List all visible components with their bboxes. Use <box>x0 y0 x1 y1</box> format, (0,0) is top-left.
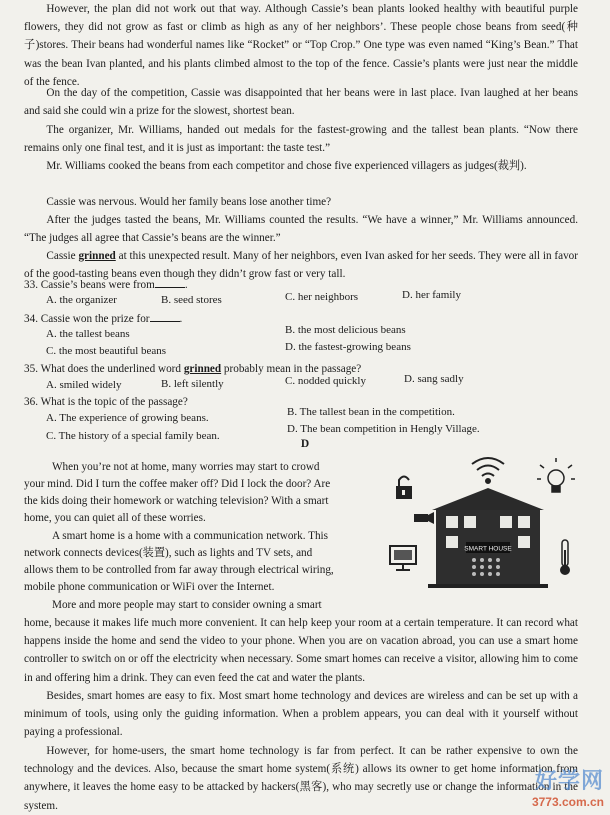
q33-option-b: B. seed stores <box>161 294 222 306</box>
paragraph-7-lead: Cassie <box>46 250 76 262</box>
passage-d-p1-line-1: When you’re not at home, many worries may start to crowd <box>52 461 320 473</box>
q36-option-c: C. The history of a special family bean. <box>46 430 220 442</box>
passage-d-p1-line-3: the kids doing their homework or watching television? With a smart <box>24 495 329 507</box>
question-34-stem: 34. Cassie won the prize for . <box>24 313 183 325</box>
tv-icon <box>390 546 416 570</box>
question-35-stem: 35. What does the underlined word grinned probably mean in the passage? <box>24 363 362 375</box>
q36-option-b: B. The tallest bean in the competition. <box>287 406 455 418</box>
passage-c-paragraph-5: Cassie was nervous. Would her family beans lose another time? <box>46 196 332 208</box>
passage-c-paragraph-6: After the judges tasted the beans, Mr. Williams counted the results. “We have a winner,” Mr. Williams announced. “The judges all agree that Cassie’s beans are the winner.” <box>24 214 578 245</box>
passage-d-paragraph-5: However, for home-users, the smart home technology is far from perfect. It can be rather expensive to own the technology and the devices. Also, because the smart home system(系统) allows its owner to get home information from anywhere, it leaves the home easy to be attacked by hackers(黑客), who may secretly use or change the information in the system. <box>24 745 578 812</box>
q33-option-a: A. the organizer <box>46 294 117 306</box>
q34-option-c: C. the most beautiful beans <box>46 345 167 357</box>
passage-d-p3-line-1: More and more people may start to consider owning a smart <box>52 599 322 611</box>
q33-option-c: C. her neighbors <box>285 291 359 303</box>
q34-option-b: B. the most delicious beans <box>285 324 406 336</box>
passage-d-p1-line-4: home, you can quiet all of these worries. <box>24 512 206 524</box>
q34-option-a: A. the tallest beans <box>46 328 130 340</box>
camera-icon <box>414 512 434 524</box>
paragraph-7-rest: at this unexpected result. Many of her neighbors, even Ivan asked for her seeds. They were all in favor of the good-tasting beans even though they didn’t grow fast or very tall. <box>24 250 578 281</box>
q35-option-a: A. smiled widely <box>46 379 122 391</box>
smart-house-illustration <box>388 452 588 602</box>
passage-d-p1-line-2: your mind. Did I turn the coffee maker off? Did I lock the door? Are <box>24 478 331 490</box>
passage-c-paragraph-1: However, the plan did not work out that way. Although Cassie’s bean plants looked healthy with beautiful purple flowers, they did not grow as fast or climb as high as any of her neighbors’. These people chose beans from seed(种子)stores. Their beans had wonderful names like “Rocket” or “Top Crop.” One type was even named “King’s Bean.” That was the bean Ivan planted, and his plants climbed almost to the top of the fence. Cassie’s plants were just near the middle of the fence. <box>24 3 578 88</box>
passage-d-paragraph-4: Besides, smart homes are easy to fix. Most smart home technology and devices are wireless and can be set up with a minimum of tools, using only the guiding information. When a problem appears, you can deal with it yourself without paying a professional. <box>24 690 578 739</box>
passage-c-paragraph-4: Mr. Williams cooked the beans from each competitor and chose five experienced villagers as judges(裁判). <box>46 160 527 172</box>
watermark-brand: 好学网 <box>534 768 604 793</box>
passage-d-p2-line-1: A smart home is a home with a communication network. This <box>52 530 329 542</box>
q35-option-b: B. left silently <box>161 378 224 390</box>
section-heading-d: D <box>300 438 310 450</box>
thermometer-icon <box>560 540 570 575</box>
passage-d-p2-line-4: mobile phone communication or WiFi over the Internet. <box>24 581 275 593</box>
watermark-url: 3773.com.cn <box>531 795 604 809</box>
lightbulb-icon <box>537 458 575 492</box>
q34-option-d: D. the fastest-growing beans <box>285 341 411 353</box>
watermark <box>532 764 604 809</box>
q36-option-a: A. The experience of growing beans. <box>46 412 209 424</box>
passage-d-p2-line-3: allows them to be controlled from far away through electrical wiring, <box>24 564 334 576</box>
wifi-icon <box>472 458 504 483</box>
answer-blank <box>155 277 185 288</box>
passage-c-paragraph-2: On the day of the competition, Cassie was disappointed that her beans were in last place. Ivan laughed at her beans and said she could win a prize for the slowest, shortest bean. <box>24 87 578 118</box>
q36-option-d: D. The bean competition in Hengly Village. <box>287 423 480 435</box>
q35-option-c: C. nodded quickly <box>285 375 366 387</box>
sign-label: SMART HOUSE <box>464 545 512 553</box>
house-body <box>428 488 548 588</box>
passage-d-paragraph-3: home, because it makes life much more convenient. It can help keep your room at a certain temperature. It can record what happens inside the home and send the video to your phone. When you are on vacation abroad, you can use a smart home controller to switch on or off the electricity when necessary. Some smart homes can receive a visitor, allowing him to come in and offering him a drink. They can even feed the cat and water the plants. <box>24 617 578 684</box>
lock-icon <box>396 477 412 500</box>
question-33-stem: 33. Cassie’s beans were from . <box>24 279 188 291</box>
q33-option-d: D. her family <box>402 289 461 301</box>
question-36-stem: 36. What is the topic of the passage? <box>24 396 188 408</box>
answer-blank <box>150 311 180 322</box>
q35-option-d: D. sang sadly <box>404 373 464 385</box>
passage-d-p2-line-2: network connects devices(装置), such as lights and TV sets, and <box>24 547 313 559</box>
passage-c-paragraph-3: The organizer, Mr. Williams, handed out medals for the fastest-growing and the tallest bean plants. “Now there remains only one final test, and it is just as important: the taste test.” <box>24 124 578 155</box>
underlined-word: grinned <box>78 250 116 262</box>
